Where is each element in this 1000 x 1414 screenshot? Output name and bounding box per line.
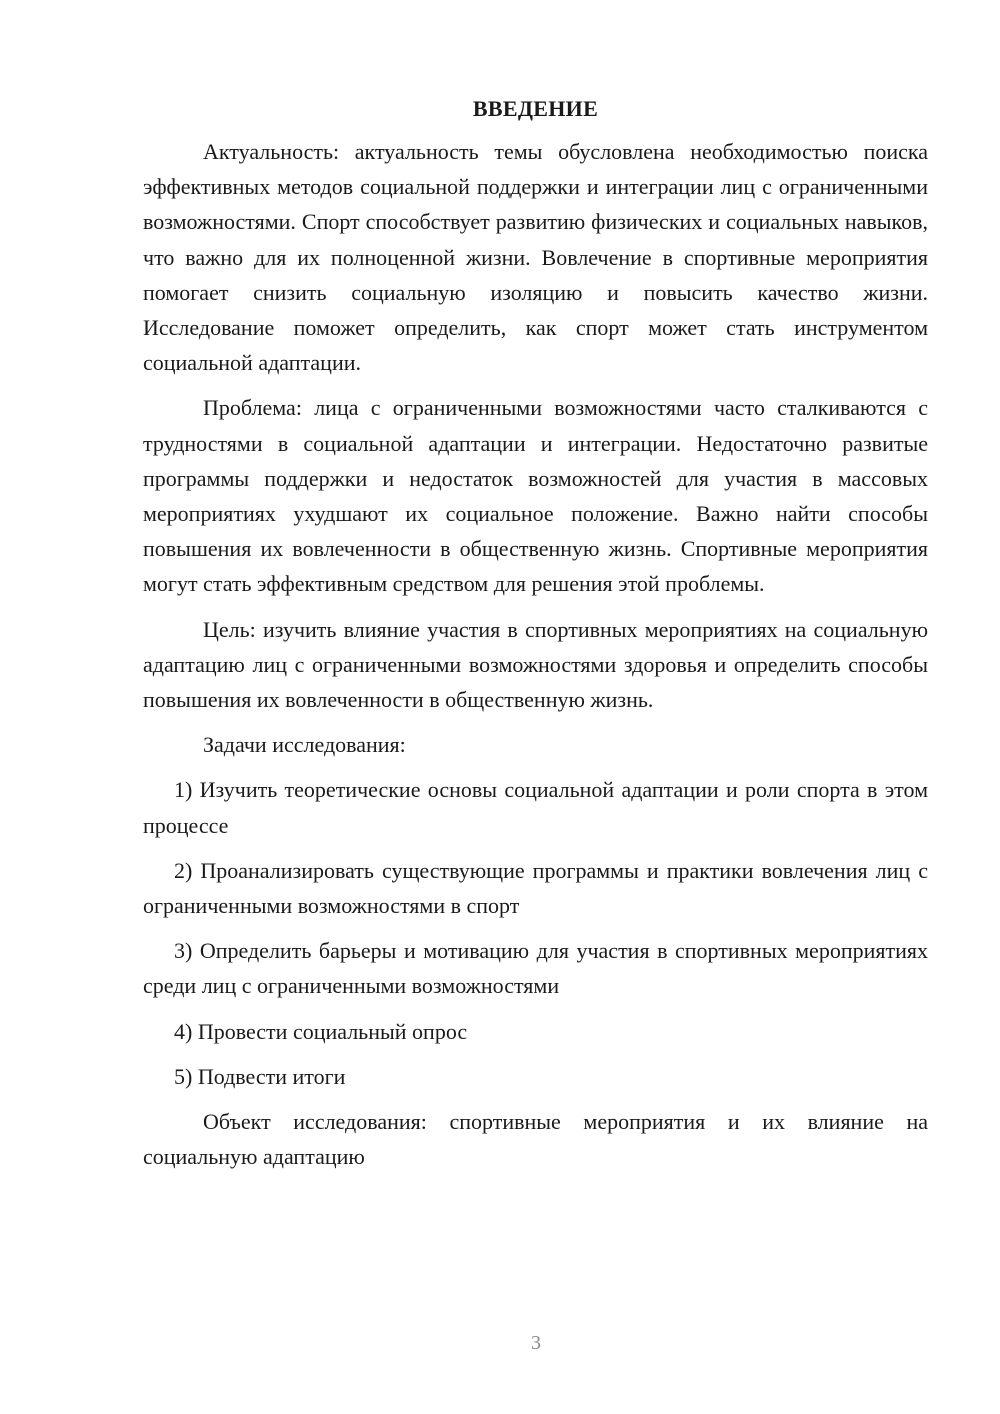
tasks-heading: Задачи исследования: <box>203 732 406 758</box>
task-item-3: 3) Определить барьеры и мотивацию для участия в спортивных мероприятиях среди лиц с ограниченными возможностями <box>143 938 928 999</box>
paragraph-goal: Цель: изучить влияние участия в спортивных мероприятиях на социальную адаптацию лиц с ограниченными возможностями здоровья и определить способы повышения их вовлеченности в общественную жизнь. <box>143 616 928 713</box>
task-item-5: 5) Подвести итоги <box>174 1063 346 1089</box>
task-item-4: 4) Провести социальный опрос <box>174 1018 468 1044</box>
paragraph-object: Объект исследования: спортивные мероприятия и их влияние на социальную адаптацию <box>143 1109 928 1170</box>
section-title: ВВЕДЕНИЕ <box>472 96 599 121</box>
paragraph-relevance: Актуальность: актуальность темы обусловлена необходимостью поиска эффективных методов социальной поддержки и интеграции лиц с ограниченными возможностями. Спорт способствует развитию физических и социальных навыков, что важно для их полноценной жизни. Вовлечение в спортивные мероприятия помогает снизить социальную изоляцию и повысить качество жизни. Исследование поможет определить, как спорт может стать инструментом социальной адаптации. <box>143 139 928 376</box>
document-page <box>143 94 928 1184</box>
task-item-2: 2) Проанализировать существующие программы и практики вовлечения лиц с ограниченными возможностями в спорт <box>143 857 928 919</box>
task-item-1: 1) Изучить теоретические основы социальной адаптации и роли спорта в этом процессе <box>143 777 928 838</box>
paragraph-problem: Проблема: лица с ограниченными возможностями часто сталкиваются с трудностями в социальной адаптации и интеграции. Недостаточно развитые программы поддержки и недостаток возможностей для участия в массовых мероприятиях ухудшают их социальное положение. Важно найти способы повышения их вовлеченности в общественную жизнь. Спортивные мероприятия могут стать эффективным средством для решения этой проблемы. <box>143 395 928 597</box>
page-number: 3 <box>531 1332 541 1354</box>
